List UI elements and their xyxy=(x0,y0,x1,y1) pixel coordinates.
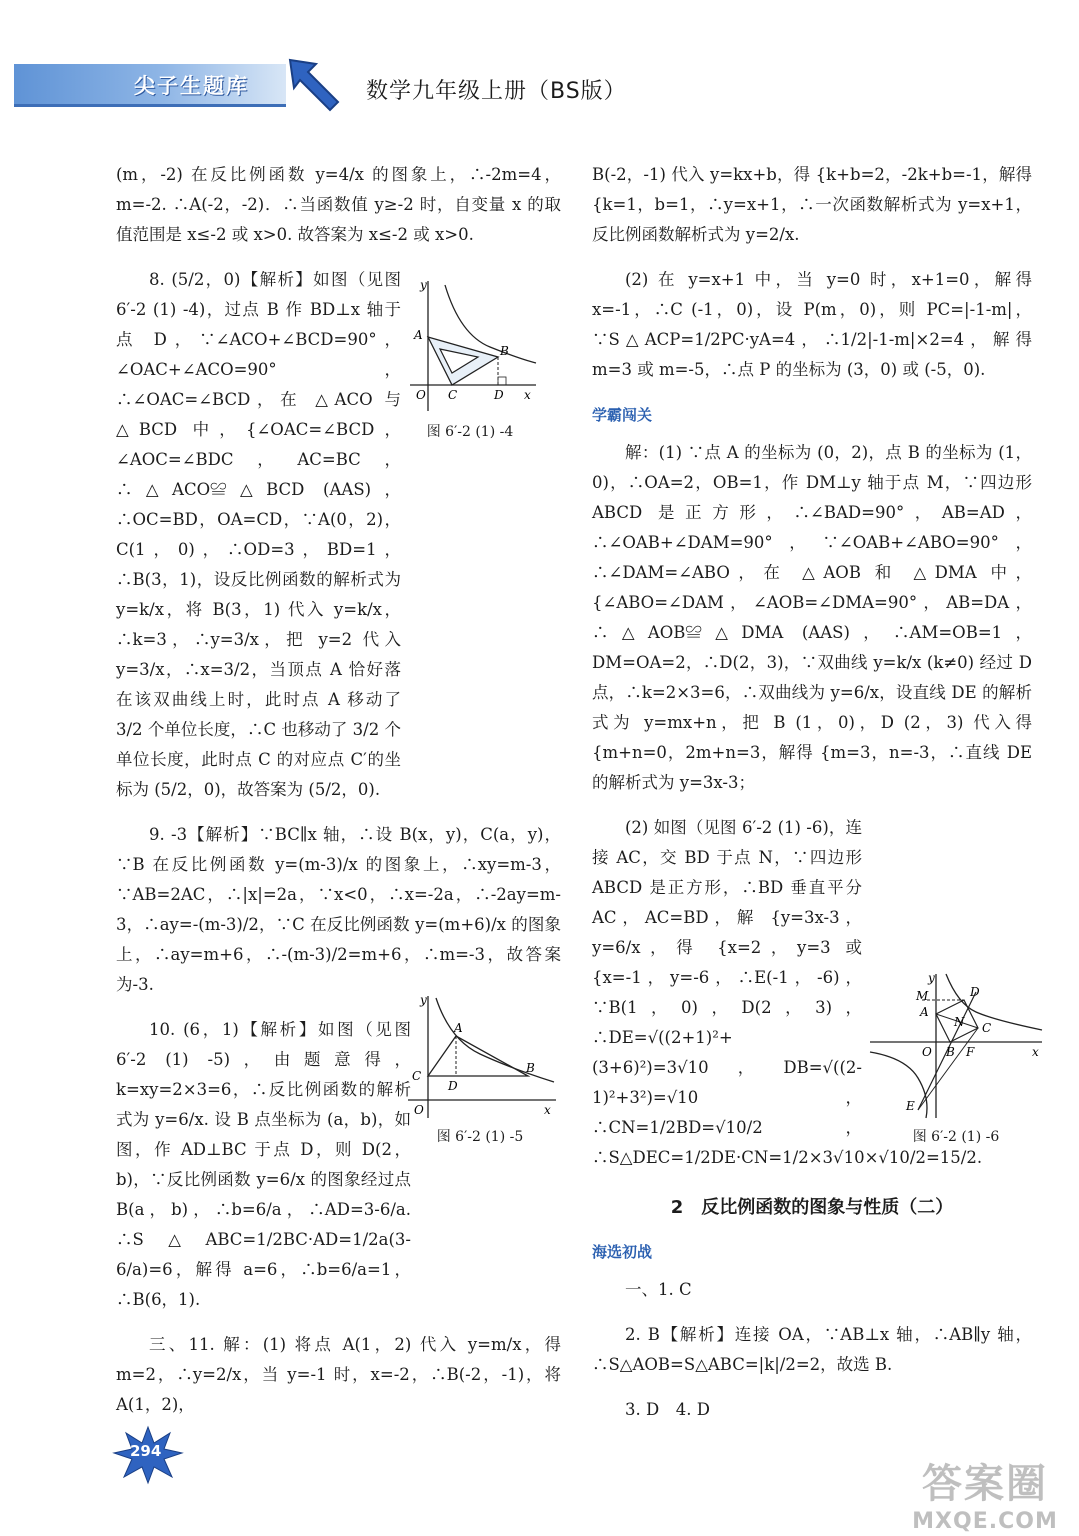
answer-1: 一、1. C xyxy=(625,1280,692,1299)
xueba-solution-1: 解：(1) ∵点 A 的坐标为 (0，2)，点 B 的坐标为 (1，0)，∴OA=2，OB=1，作 DM⊥y 轴于点 M，∵四边形 ABCD 是正方形，∴∠BAD=90°，AB=AD，∴∠OAB+∠DAM=90°，∵∠OAB+∠ABO=90°，∴∠DAM=∠ABO，在 △AOB 和 △DMA 中，{∠ABO=∠DAM，∠AOB=∠DMA=90°，AB=DA，∴△AOB≌△DMA (AAS)，∴AM=OB=1，DM=OA=2，∴D(2，3)，∵双曲线 y=k/x (k≠0) 经过 D 点，∴k=2×3=6，∴双曲线为 y=6/x，设直线 DE 的解析式为 y=mx+n，把 B (1，0)，D (2，3) 代入得 {m+n=0，2m+n=3，解得 {m=3，n=-3，∴直线 DE 的解析式为 y=3x-3； xyxy=(592,443,1032,792)
fig6-label-n: N xyxy=(954,1015,965,1029)
fig6-label-e: E xyxy=(906,1099,915,1113)
figure-6-2-1-6 xyxy=(866,970,1046,1146)
fig6-label-m: M xyxy=(916,989,929,1003)
watermark-line1: 答案圈 xyxy=(922,1461,1048,1507)
series-badge xyxy=(14,64,286,107)
left-paragraph-1: (m，-2) 在反比例函数 y=4/x 的图象上，∴-2m=4，m=-2. ∴A(-2，-2)．∴当函数值 y≥-2 时，自变量 x 的取值范围是 x≤-2 或 x>0. 故答案为 x≤-2 或 x>0. xyxy=(116,165,561,244)
fig4-caption: 图 6′-2 (1) -4 xyxy=(426,424,514,440)
q11-solution-part3: (2) 在 y=x+1 中，当 y=0 时，x+1=0，解得 x=-1，∴C (-1，0)，设 P(m，0)，则 PC=|-1-m|，∵S△ACP=1/2PC·yA=4，∴1/2|-1-m|×2=4，解得 m=3 或 m=-5，∴点 P 的坐标为 (3，0) 或 (-5，0). xyxy=(592,270,1032,379)
page-header xyxy=(0,0,1079,120)
fig6-label-f: F xyxy=(966,1045,975,1059)
answer-3-4: 3. D 4. D xyxy=(625,1400,710,1419)
fig6-label-d: D xyxy=(970,985,980,999)
fig6-label-b: B xyxy=(946,1045,955,1059)
book-title: 数学九年级上册（BS版） xyxy=(366,79,627,104)
series-badge-text: 尖子生题库 xyxy=(134,74,249,98)
q9-solution: 9. -3【解析】∵BC∥x 轴，∴设 B(x，y)，C(a，y)，∵B 在反比例函数 y=(m-3)/x 的图象上，∴xy=m-3，∵AB=2AC，∴|x|=2a，∵x<0，∴x=-2a，∴-2ay=m-3，∴ay=-(m-3)/2，∵C 在反比例函数 y=(m+6)/x 的图象上，∴ay=m+6，∴-(m-3)/2=m+6，∴m=-3，故答案为-3. xyxy=(116,825,561,994)
figure-4-diagram xyxy=(400,275,540,415)
figure-6-diagram xyxy=(866,970,1046,1120)
fig5-label-a: A xyxy=(454,1021,463,1035)
fig4-label-a: A xyxy=(414,328,423,342)
fig4-label-x: x xyxy=(524,388,531,402)
xueba-solution-2: (2) 如图（见图 6′-2 (1) -6)，连接 AC，交 BD 于点 N，∵四边形 ABCD 是正方形，∴BD 垂直平分 AC，AC=BD，解 {y=3x-3，y=6/x，得 {x=2，y=3 或 {x=-1，y=-6，∴E(-1，-6)，∵B(1，0)，D(2，3)，∴DE=√((2+1)²+(3+6)²)=3√10，DB=√((2-1)²+3²)=√10，∴CN=1/2BD=√10/2，∴S△DEC=1/2DE·CN=1/2×3√10×√10/2=15/2. xyxy=(592,818,983,1167)
arrow-icon xyxy=(286,54,346,114)
figure-6-2-1-5 xyxy=(400,990,560,1146)
right-column xyxy=(592,160,1032,1440)
fig5-caption: 图 6′-2 (1) -5 xyxy=(436,1129,524,1145)
page-number-badge xyxy=(112,1425,184,1485)
fig5-label-y: y xyxy=(420,993,427,1007)
watermark xyxy=(900,1452,1070,1532)
fig6-label-x: x xyxy=(1032,1045,1039,1059)
fig5-label-b: B xyxy=(526,1061,535,1075)
fig4-label-c: C xyxy=(448,388,458,402)
fig4-label-b: B xyxy=(500,344,509,358)
q11-solution-part1: 三、11. 解：(1) 将点 A(1，2) 代入 y=m/x，得 m=2，∴y=2/x，当 y=-1 时，x=-2，∴B(-2，-1)，将 A(1，2)， xyxy=(116,1335,561,1414)
q11-solution-part2: B(-2，-1) 代入 y=kx+b，得 {k+b=2，-2k+b=-1，解得 {k=1，b=1，∴y=x+1，∴一次函数解析式为 y=x+1，反比例函数解析式为 y=2/x. xyxy=(592,165,1032,244)
fig6-label-c: C xyxy=(982,1021,992,1035)
figure-5-diagram xyxy=(400,990,560,1120)
figure-6-2-1-4 xyxy=(400,275,540,441)
answer-2: 2. B【解析】连接 OA，∵AB⊥x 轴，∴AB∥y 轴，∴S△AOB=S△ABC=|k|/2=2，故选 B. xyxy=(592,1325,1032,1374)
fig6-label-a: A xyxy=(920,1005,929,1019)
chapter-title: 2 反比例函数的图象与性质（二） xyxy=(670,1197,954,1218)
fig5-label-d: D xyxy=(448,1079,458,1093)
fig4-label-d: D xyxy=(494,388,504,402)
fig5-label-o: O xyxy=(414,1103,424,1117)
fig4-label-o: O xyxy=(416,388,426,402)
fig4-label-y: y xyxy=(420,278,427,292)
section-heading-haixuan: 海选初战 xyxy=(592,1243,653,1261)
q8-solution: 8. (5/2，0)【解析】如图（见图 6′-2 (1) -4)，过点 B 作 BD⊥x 轴于点 D，∵∠ACO+∠BCD=90°，∠OAC+∠ACO=90°，∴∠OAC=∠BCD，在 △ACO 与 △BCD 中，{∠OAC=∠BCD，∠AOC=∠BDC，AC=BC，∴△ACO≌△BCD (AAS)，∴OC=BD，OA=CD，∵A(0，2)，C(1，0)，∴OD=3，BD=1，∴B(3，1)，设反比例函数的解析式为 y=k/x，将 B(3，1) 代入 y=k/x，∴k=3，∴y=3/x，把 y=2 代入 y=3/x，∴x=3/2，当顶点 A 恰好落在该双曲线上时，此时点 A 移动了 3/2 个单位长度，∴C 也移动了 3/2 个单位长度，此时点 C 的对应点 C′的坐标为 (5/2，0)，故答案为 (5/2，0). xyxy=(116,270,401,799)
watermark-line2: MXQE.COM xyxy=(912,1509,1058,1534)
section-heading-xueba: 学霸闯关 xyxy=(592,406,653,424)
fig5-label-x: x xyxy=(544,1103,551,1117)
fig6-label-y: y xyxy=(928,971,935,985)
q10-solution: 10. (6，1)【解析】如图（见图 6′-2 (1) -5)，由题意得，k=xy=2×3=6，∴反比例函数的解析式为 y=6/x. 设 B 点坐标为 (a，b)，如图，作 AD⊥BC 于点 D，则 D(2，b)，∵反比例函数 y=6/x 的图象经过点 B(a，b)，∴b=6/a，∴AD=3-6/a. ∴S△ABC=1/2BC·AD=1/2a(3-6/a)=6，解得 a=6，∴b=6/a=1，∴B(6，1). xyxy=(116,1020,411,1309)
fig6-caption: 图 6′-2 (1) -6 xyxy=(912,1129,1000,1145)
fig5-label-c: C xyxy=(412,1069,422,1083)
page-number: 294 xyxy=(130,1442,162,1460)
fig6-label-o: O xyxy=(922,1045,932,1059)
